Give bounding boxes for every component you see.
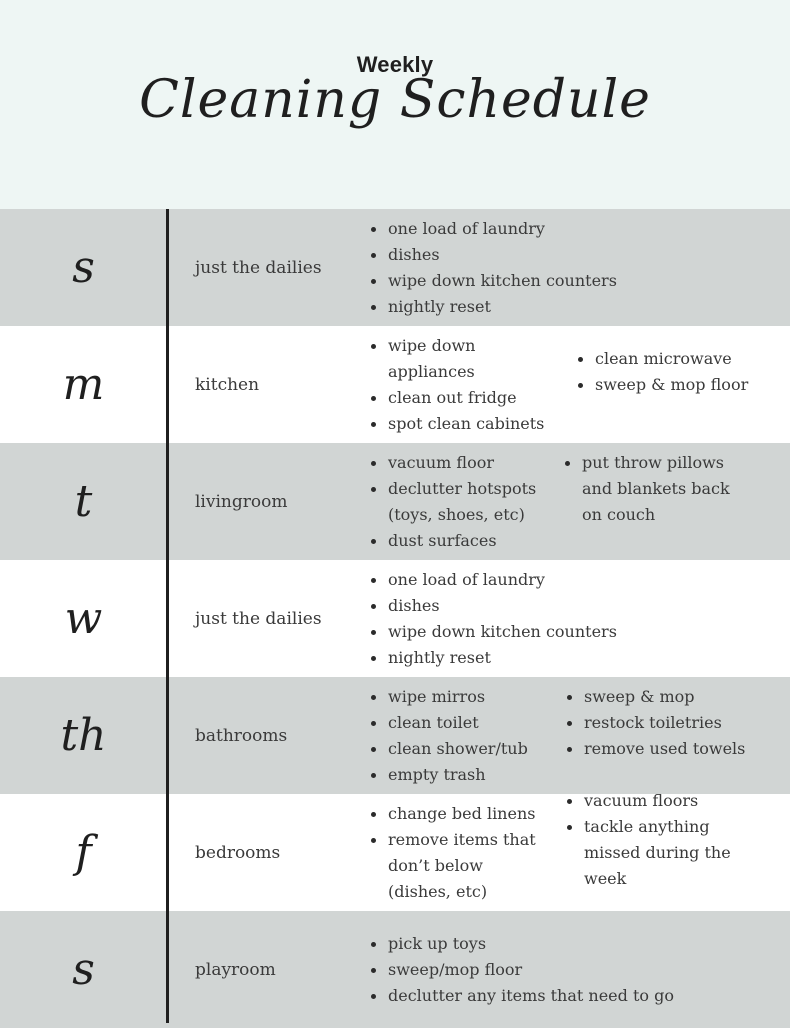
task-list bbox=[370, 443, 749, 560]
task-item: nightly reset bbox=[370, 294, 670, 320]
day-row-monday bbox=[0, 326, 790, 443]
task-item: wipe down kitchen counters bbox=[370, 619, 670, 645]
task-column bbox=[370, 333, 562, 437]
day-area: just the dailies bbox=[195, 608, 322, 629]
day-row-thursday bbox=[0, 677, 790, 794]
task-column bbox=[564, 450, 749, 528]
task-item: one load of laundry bbox=[370, 216, 670, 242]
task-item: nightly reset bbox=[370, 645, 670, 671]
day-area: kitchen bbox=[195, 374, 260, 395]
day-letter: s bbox=[72, 242, 95, 293]
column-divider bbox=[166, 209, 169, 1023]
task-list bbox=[370, 677, 745, 794]
task-item: wipe mirros bbox=[370, 684, 550, 710]
task-item: pick up toys bbox=[370, 931, 700, 957]
day-letter: s bbox=[72, 944, 95, 995]
task-list bbox=[370, 911, 700, 1028]
task-item: clean toilet bbox=[370, 710, 550, 736]
schedule-table bbox=[0, 209, 790, 1028]
day-letter: th bbox=[60, 710, 107, 761]
page-title: Cleaning Schedule bbox=[139, 70, 651, 130]
day-letter: f bbox=[75, 827, 92, 878]
task-item: dust surfaces bbox=[370, 528, 548, 554]
task-item: clean out fridge bbox=[370, 385, 562, 411]
header-banner bbox=[0, 0, 790, 210]
task-column bbox=[577, 346, 748, 398]
task-item: remove used towels bbox=[566, 736, 745, 762]
task-item: one load of laundry bbox=[370, 567, 670, 593]
task-column bbox=[370, 801, 550, 905]
day-letter: m bbox=[62, 359, 105, 410]
task-column bbox=[566, 684, 745, 762]
task-item: sweep & mop bbox=[566, 684, 745, 710]
task-column bbox=[370, 931, 700, 1009]
day-area: livingroom bbox=[195, 491, 288, 512]
task-item: clean shower/tub bbox=[370, 736, 550, 762]
task-item: wipe down appliances bbox=[370, 333, 562, 385]
task-item: sweep/mop floor bbox=[370, 957, 700, 983]
day-area: playroom bbox=[195, 959, 276, 980]
day-area: bedrooms bbox=[195, 842, 281, 863]
task-item: change bed linens bbox=[370, 801, 550, 827]
day-area: bathrooms bbox=[195, 725, 288, 746]
task-list bbox=[370, 790, 766, 911]
task-item: put throw pillows and blankets back on couch bbox=[564, 450, 749, 528]
day-letter: w bbox=[64, 593, 103, 644]
task-list bbox=[370, 209, 670, 326]
day-row-wednesday bbox=[0, 560, 790, 677]
task-item: declutter hotspots (toys, shoes, etc) bbox=[370, 476, 548, 528]
day-row-saturday bbox=[0, 911, 790, 1028]
task-item: tackle anything missed during the week bbox=[566, 814, 766, 892]
task-item: vacuum floors bbox=[566, 788, 766, 814]
day-letter: t bbox=[74, 476, 93, 527]
day-row-tuesday bbox=[0, 443, 790, 560]
task-item: dishes bbox=[370, 593, 670, 619]
task-list bbox=[370, 326, 748, 443]
task-item: restock toiletries bbox=[566, 710, 745, 736]
task-item: remove items that don’t below (dishes, etc) bbox=[370, 827, 550, 905]
header-weekly: Weekly bbox=[356, 52, 434, 77]
task-item: wipe down kitchen counters bbox=[370, 268, 670, 294]
task-list bbox=[370, 560, 670, 677]
task-item: sweep & mop floor bbox=[577, 372, 748, 398]
task-item: spot clean cabinets bbox=[370, 411, 562, 437]
task-item: declutter any items that need to go bbox=[370, 983, 700, 1009]
task-item: dishes bbox=[370, 242, 670, 268]
task-column bbox=[370, 567, 670, 671]
day-area: just the dailies bbox=[195, 257, 322, 278]
day-row-friday bbox=[0, 790, 790, 911]
task-column bbox=[370, 216, 670, 320]
task-column bbox=[566, 788, 766, 892]
day-row-sunday bbox=[0, 209, 790, 326]
task-item: vacuum floor bbox=[370, 450, 548, 476]
task-item: clean microwave bbox=[577, 346, 748, 372]
task-column bbox=[370, 684, 550, 788]
task-column bbox=[370, 450, 548, 554]
task-item: empty trash bbox=[370, 762, 550, 788]
